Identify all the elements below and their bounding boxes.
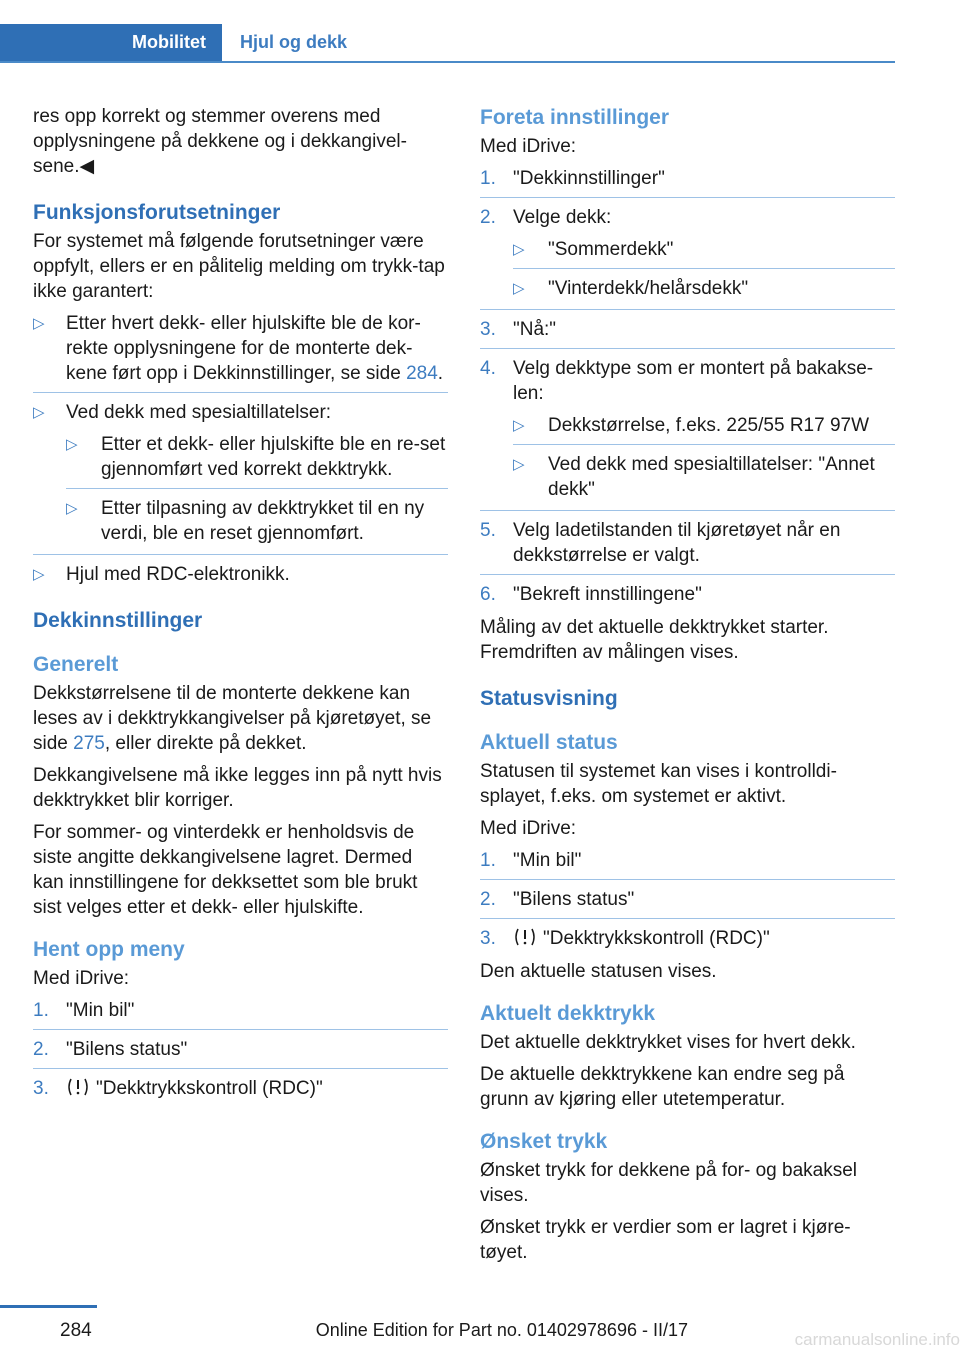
- status-steps-list: [480, 848, 895, 951]
- step-number: 6.: [480, 584, 496, 605]
- list-item-text: Etter hvert dekk- eller hjulskifte ble de kor-rekte opplysningene for de monterte dek-kene ført opp i Dekkinnstillinger, se side: [66, 313, 421, 384]
- funksjon-paragraph: For systemet må følgende forutsetninger være oppfylt, ellers er en pålitelig melding om trykk-tap ikke garantert:: [33, 231, 445, 302]
- section-tab-mobilitet[interactable]: Mobilitet: [0, 24, 222, 61]
- list-item: [480, 518, 895, 575]
- paragraph-text: Dekkstørrelsene til de monterte dekkene kan leses av i dekktrykkangivelser på kjøretøyet, se side: [33, 683, 432, 754]
- heading-generelt: Generelt: [33, 653, 119, 676]
- section-tab-hjul-og-dekk[interactable]: Hjul og dekk: [240, 32, 348, 52]
- sub-list: [66, 432, 448, 546]
- triangle-bullet-icon: ▷: [513, 417, 525, 434]
- step-text: "Min bil": [513, 850, 582, 871]
- step-text: Velge dekk:: [513, 207, 612, 228]
- header-bar: [0, 24, 895, 63]
- list-item-text: Etter et dekk- eller hjulskifte ble en re-set gjennomført ved korrekt dekktrykk.: [101, 434, 446, 480]
- step-text: "Dekkinnstillinger": [513, 168, 665, 189]
- list-item: [33, 998, 448, 1030]
- heading-hent-opp-meny: Hent opp meny: [33, 938, 185, 961]
- menu-steps-list: [33, 998, 448, 1101]
- list-item-text: Ved dekk med spesialtillatelser: "Annet dekk": [548, 454, 875, 500]
- heading-aktuell-status: Aktuell status: [480, 731, 618, 754]
- step-number: 1.: [480, 850, 496, 871]
- list-item-text: "Vinterdekk/helårsdekk": [548, 278, 749, 299]
- tire-pressure-warning-icon: [513, 927, 537, 947]
- generelt-paragraph-1: [33, 681, 448, 756]
- list-item: [513, 413, 895, 445]
- triangle-bullet-icon: ▷: [513, 456, 525, 473]
- watermark: carmanualsonline.info: [794, 1330, 960, 1349]
- list-item: [33, 400, 448, 555]
- triangle-bullet-icon: ▷: [66, 436, 78, 453]
- heading-aktuelt-dekktrykk: Aktuelt dekktrykk: [480, 1002, 656, 1025]
- idrive-label: Med iDrive:: [33, 968, 130, 989]
- paragraph-text-end: , eller direkte på dekket.: [104, 733, 307, 754]
- list-item: [33, 1037, 448, 1069]
- heading-funksjonsforutsetninger: Funksjonsforutsetninger: [33, 201, 281, 224]
- heading-foreta-innstillinger: Foreta innstillinger: [480, 106, 670, 129]
- step-text: "Min bil": [66, 1000, 135, 1021]
- onsket-paragraph-1: Ønsket trykk for dekkene på for- og bakaksel vises.: [480, 1160, 858, 1206]
- list-item: [480, 166, 895, 198]
- list-item-text: "Sommerdekk": [548, 239, 674, 260]
- step-text: Velg dekktype som er montert på bakakse-len:: [513, 358, 874, 404]
- list-item: [66, 496, 448, 546]
- list-item: [33, 1076, 448, 1101]
- step-text: "Nå:": [513, 319, 557, 340]
- left-column: [33, 104, 448, 1109]
- list-item: [480, 356, 895, 511]
- list-item: [480, 926, 895, 951]
- edition-text: Online Edition for Part no. 01402978696 - II/17: [315, 1320, 688, 1340]
- triangle-bullet-icon: ▷: [33, 315, 45, 332]
- list-item-text: Hjul med RDC-elektronikk.: [66, 564, 290, 585]
- generelt-paragraph-2: Dekkangivelsene må ikke legges inn på nytt hvis dekktrykket blir korriger.: [33, 765, 442, 811]
- aktuell-paragraph: Statusen til systemet kan vises i kontrolldi-splayet, f.eks. om systemet er aktivt.: [480, 761, 837, 807]
- step-number: 3.: [33, 1078, 49, 1099]
- idrive-label: Med iDrive:: [480, 818, 577, 839]
- step-number: 3.: [480, 319, 496, 340]
- step-text: "Dekktrykkskontroll (RDC)": [96, 1078, 323, 1099]
- list-item: [513, 452, 895, 502]
- list-item-text: Ved dekk med spesialtillatelser:: [66, 402, 332, 423]
- page-link[interactable]: 284: [406, 363, 438, 384]
- step-text: "Bilens status": [513, 889, 635, 910]
- page-link[interactable]: 275: [73, 733, 105, 754]
- triangle-bullet-icon: ▷: [513, 280, 525, 297]
- step-number: 3.: [480, 928, 496, 949]
- list-item: [480, 848, 895, 880]
- heading-statusvisning: Statusvisning: [480, 687, 618, 710]
- page-number: 284: [60, 1320, 92, 1341]
- triangle-bullet-icon: ▷: [33, 404, 45, 421]
- requirements-list: [33, 311, 448, 587]
- tire-pressure-warning-icon: [66, 1077, 90, 1097]
- maling-paragraph: Måling av det aktuelle dekktrykket starter. Fremdriften av målingen vises.: [480, 617, 829, 663]
- right-column: [480, 104, 895, 1272]
- triangle-bullet-icon: ▷: [33, 566, 45, 583]
- list-item: [66, 432, 448, 489]
- step-text: "Bilens status": [66, 1039, 188, 1060]
- list-item: [480, 582, 895, 607]
- list-item: [480, 317, 895, 349]
- list-item: [33, 562, 448, 587]
- step-number: 1.: [33, 1000, 49, 1021]
- list-item-text: Etter tilpasning av dekktrykket til en ny verdi, ble en reset gjennomført.: [101, 498, 425, 544]
- sub-list: [513, 237, 895, 301]
- step-number: 2.: [33, 1039, 49, 1060]
- triangle-bullet-icon: ▷: [513, 241, 525, 258]
- step-number: 4.: [480, 358, 496, 379]
- footer-rule: [0, 1305, 97, 1308]
- step-text: "Dekktrykkskontroll (RDC)": [543, 928, 770, 949]
- step-number: 5.: [480, 520, 496, 541]
- step-number: 2.: [480, 889, 496, 910]
- dekktrykk-paragraph-2: De aktuelle dekktrykkene kan endre seg på grunn av kjøring eller utetemperatur.: [480, 1064, 845, 1110]
- list-item: [480, 205, 895, 310]
- list-item-text-end: .: [437, 363, 444, 384]
- heading-dekkinnstillinger: Dekkinnstillinger: [33, 609, 203, 632]
- dekktrykk-paragraph-1: Det aktuelle dekktrykket vises for hvert dekk.: [480, 1032, 856, 1053]
- step-number: 2.: [480, 207, 496, 228]
- idrive-label: Med iDrive:: [480, 136, 577, 157]
- intro-paragraph: res opp korrekt og stemmer overens med opplysningene på dekkene og i dekkangivel-sene.◀: [33, 106, 407, 177]
- list-item: [480, 887, 895, 919]
- heading-onsket-trykk: Ønsket trykk: [480, 1130, 608, 1153]
- step-text: Velg ladetilstanden til kjøretøyet når en dekkstørrelse er valgt.: [513, 520, 841, 566]
- sub-list: [513, 413, 895, 502]
- settings-steps-list: [480, 166, 895, 607]
- list-item: [513, 237, 895, 269]
- list-item-text: Dekkstørrelse, f.eks. 225/55 R17 97W: [548, 415, 870, 436]
- den-aktuelle-paragraph: Den aktuelle statusen vises.: [480, 961, 717, 982]
- step-number: 1.: [480, 168, 496, 189]
- list-item: [513, 276, 895, 301]
- step-text: "Bekreft innstillingene": [513, 584, 702, 605]
- list-item: [33, 311, 448, 393]
- triangle-bullet-icon: ▷: [66, 500, 78, 517]
- onsket-paragraph-2: Ønsket trykk er verdier som er lagret i kjøre-tøyet.: [480, 1217, 851, 1263]
- generelt-paragraph-3: For sommer- og vinterdekk er henholdsvis de siste angitte dekkangivelsene lagret. Dermed kan innstillingene for dekksettet som ble brukt sist velges etter et dekk- eller hjulskifte.: [33, 822, 418, 918]
